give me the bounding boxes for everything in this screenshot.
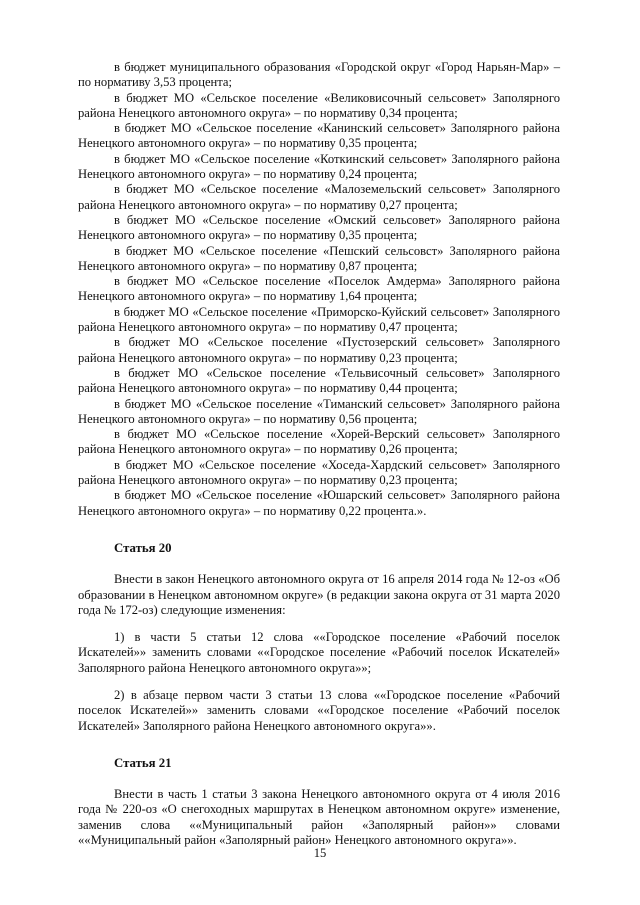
budget-item: в бюджет МО «Сельское поселение «Тиманский сельсовет» Заполярного района Ненецкого автономного округа» – по нормативу 0,56 процента; <box>78 396 560 426</box>
budget-item: в бюджет МО «Сельское поселение «Омский сельсовет» Заполярного района Ненецкого автономного округа» – по нормативу 0,35 процента; <box>78 212 560 243</box>
document-body <box>78 60 560 848</box>
budget-item: в бюджет МО «Сельское поселение «Поселок Амдерма» Заполярного района Ненецкого автономного округа» – по нормативу 1,64 процента; <box>78 274 560 304</box>
budget-item: в бюджет МО «Сельское поселение «Юшарский сельсовет» Заполярного района Ненецкого автономного округа» – по нормативу 0,22 процента.». <box>78 488 560 518</box>
page-number: 15 <box>313 846 327 860</box>
article-20-item-1: 1) в части 5 статьи 12 слова ««Городское поселение «Рабочий поселок Искателей»» заменить словами ««Городское поселение «Рабочий поселок Искателей» Заполярного района Ненецкого автономного округа»»; <box>78 630 560 675</box>
budget-item: в бюджет муниципального образования «Городской округ «Город Нарьян-Мар» – по нормативу 3,53 процента; <box>78 60 560 90</box>
article-20-heading: Статья 20 <box>114 540 172 555</box>
budget-item: в бюджет МО «Сельское поселение «Канинский сельсовет» Заполярного района Ненецкого автономного округа» – по нормативу 0,35 процента; <box>78 121 560 151</box>
budget-items-list <box>78 60 560 519</box>
article-20-intro: Внести в закон Ненецкого автономного округа от 16 апреля 2014 года № 12-оз «Об образовании в Ненецком автономном округе» (в редакции закона округа от 31 марта 2020 года № 172-оз) следующие изменения: <box>78 572 560 617</box>
budget-item: в бюджет МО «Сельское поселение «Малоземельский сельсовет» Заполярного района Ненецкого автономного округа» – по нормативу 0,27 процента; <box>78 182 560 212</box>
budget-item: в бюджет МО «Сельское поселение «Пешский сельсовст» Заполярного района Ненецкого автономного округа» – по нормативу 0,87 процента; <box>78 243 560 273</box>
budget-item: в бюджет МО «Сельское поселение «Пустозерский сельсовет» Заполярного района Ненецкого автономного округа» – по нормативу 0,23 процента; <box>78 335 560 365</box>
article-21-text: Внести в часть 1 статьи 3 закона Ненецкого автономного округа от 4 июля 2016 года № 220-оз «О снегоходных маршрутах в Ненецком автономном округе» изменение, заменив слова ««Муниципальный район «Заполярный район»» словами ««Муниципальный район «Заполярный район» Ненецкого автономного округа»». <box>78 787 560 848</box>
budget-item: в бюджет МО «Сельское поселение «Хорей-Верский сельсовет» Заполярного района Ненецкого автономного округа» – по нормативу 0,26 процента; <box>78 427 560 457</box>
budget-item: в бюджет МО «Сельское поселение «Великовисочный сельсовет» Заполярного района Ненецкого автономного округа» – по нормативу 0,34 процента; <box>78 90 560 120</box>
budget-item: в бюджет МО «Сельское поселение «Тельвисочный сельсовет» Заполярного района Ненецкого автономного округа» – по нормативу 0,44 процента; <box>78 365 560 396</box>
article-21-heading: Статья 21 <box>114 755 172 770</box>
article-20-item-2: 2) в абзаце первом части 3 статьи 13 слова ««Городское поселение «Рабочий поселок Искателей»» заменить словами ««Городское поселение «Рабочий поселок Искателей» Заполярного района Ненецкого автономного округа»». <box>78 687 560 733</box>
budget-item: в бюджет МО «Сельское поселение «Приморско-Куйский сельсовет» Заполярного района Ненецкого автономного округа» – по нормативу 0,47 процента; <box>78 304 560 335</box>
budget-item: в бюджет МО «Сельское поселение «Коткинский сельсовет» Заполярного района Ненецкого автономного округа» – по нормативу 0,24 процента; <box>78 151 560 182</box>
budget-item: в бюджет МО «Сельское поселение «Хоседа-Хардский сельсовет» Заполярного района Ненецкого автономного округа» – по нормативу 0,23 процента; <box>78 457 560 488</box>
